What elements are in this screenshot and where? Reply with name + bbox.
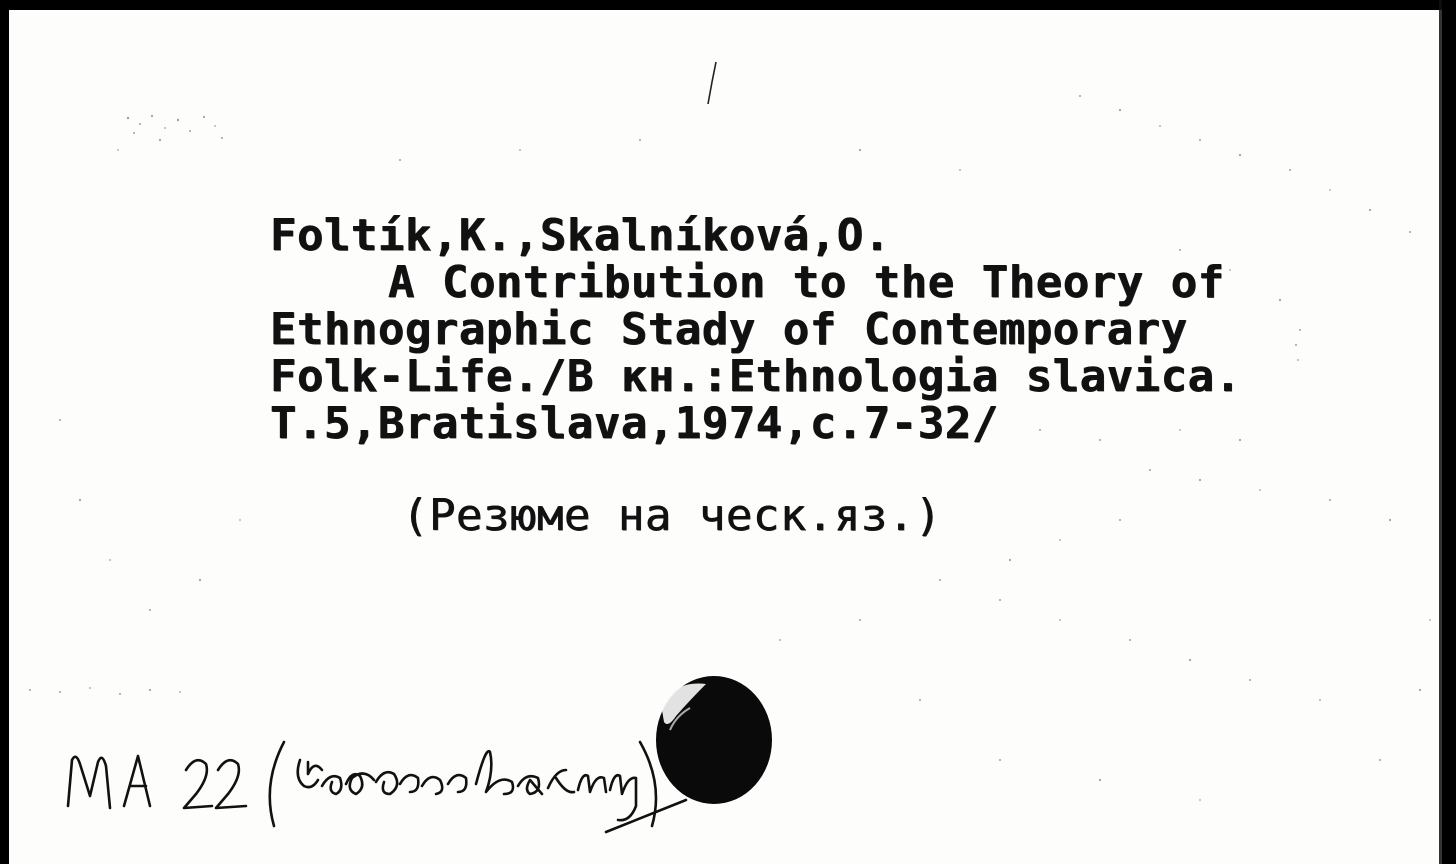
summary-note: (Резюме на ческ.яз.) — [402, 490, 942, 541]
title-line-2: Ethnographic Stady of Contemporary — [270, 304, 1188, 355]
title-line-3: Folk-Life./В кн.:Ethnologia slavica. — [270, 351, 1242, 402]
ink-blot — [656, 676, 772, 804]
author-line: Foltík,K.,Skalníková,O. — [270, 210, 891, 261]
title-line-4: T.5,Bratislava,1974,c.7-32/ — [270, 398, 999, 449]
title-line-1: A Contribution to the Theory of — [388, 257, 1225, 308]
